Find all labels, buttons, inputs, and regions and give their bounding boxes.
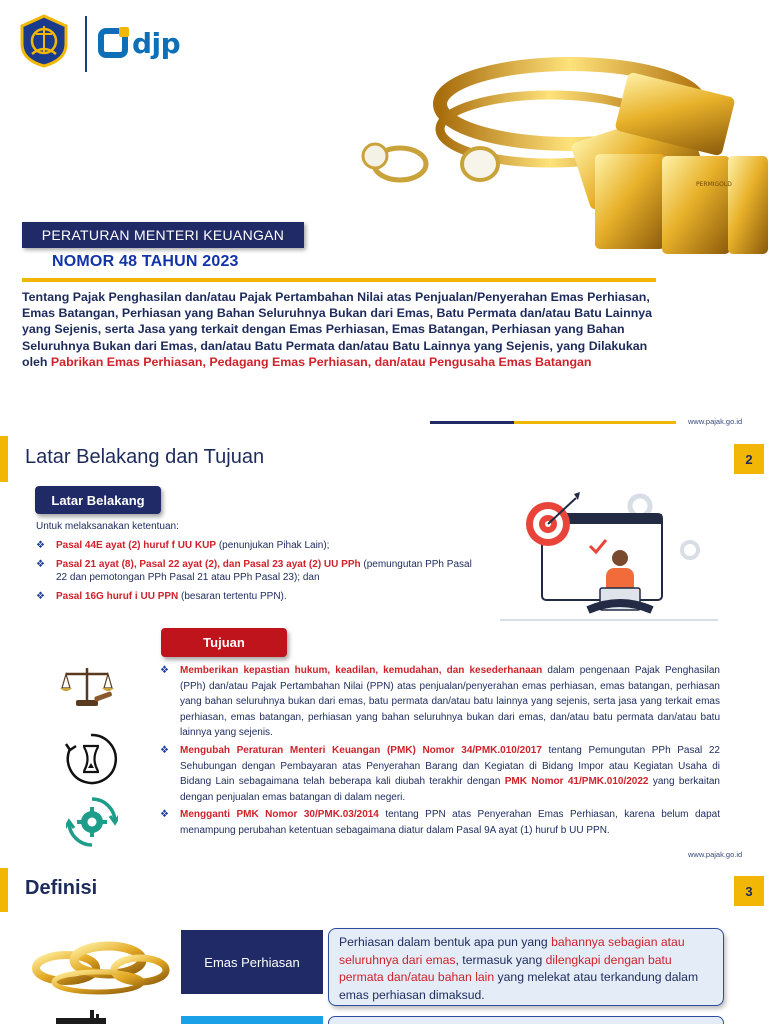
goal-highlight: Memberikan kepastian hukum, keadilan, kemudahan, dan kesederhanaan [180,665,543,676]
site-url[interactable]: www.pajak.go.id [688,417,743,426]
diamond-bullet-icon: ❖ [36,558,45,570]
partial-icon [56,1008,106,1024]
legal-reference: Pasal 44E ayat (2) huruf f UU KUP [56,540,217,551]
gold-bracelets-image [28,924,170,998]
list-item [160,807,720,838]
legal-reference: Pasal 16G huruf i UU PPN [56,590,179,602]
diamond-bullet-icon: ❖ [160,744,169,756]
section-title: Definisi [25,877,98,899]
item-text: dalam pengenaan Pajak Penghasilan (PPh) dan/atau Pajak Pertambahan Nilai (PPN) atas penjualan/penyerahan emas perhiasan, emas batangan, perhiasan yang bahan seluruhnya bukan dari emas, batu permata dan/atau batu lainnya yang sejenis, serta jasa yang terkait emas perhiasan, emas batangan, perhiasan yang bahan seluruhnya bukan dari emas, dan/atau batu permata dan/atau batu lainnya yang sejenis. [180,665,720,739]
item-text: (penunjukan Pihak Lain); [216,540,330,551]
target-goal-illustration-icon [500,484,718,624]
legal-reference: Pasal 21 ayat (8), Pasal 22 ayat (2), dan Pasal 23 ayat (2) UU PPh [56,558,361,570]
section-accent-bar [0,436,8,482]
list-item [160,663,720,741]
definition-highlight: bahannya sebagian atau seluruhnya dari emas [339,935,685,967]
section-accent-bar [0,868,8,912]
item-text: tentang Pemungutan PPh Pasal 22 Sehubungan dengan Pembayaran atas Penyerahan Barang dan Kegiatan di Bidang Impor atau Kegiatan Usaha di Bidang Lain sebagaimana telah beberapa kali diubah terakhir dengan [180,744,720,788]
regulation-number: NOMOR 48 TAHUN 2023 [52,253,239,270]
site-url[interactable]: www.pajak.go.id [688,850,743,859]
diamond-bullet-icon: ❖ [36,590,45,602]
list-item [36,539,476,553]
definition-box [328,928,724,1006]
list-item [36,590,476,604]
gear-refresh-icon [66,796,118,848]
page-number-badge: 3 [734,876,764,906]
scales-of-justice-icon [58,664,116,710]
regulation-title: PERATURAN MENTERI KEUANGAN [22,222,304,248]
djp-logo [98,24,180,62]
hourglass-cycle-icon [64,732,118,786]
goal-label: Tujuan [161,628,287,657]
page-number-badge: 2 [734,444,764,474]
goal-highlight: PMK Nomor 41/PMK.010/2022 [504,776,649,788]
item-text: (pemungutan PPh Pasal 22 dan pemotongan PPh Pasal 21 atau PPh Pasal 23); dan [56,558,472,583]
definition-term: Emas Perhiasan [181,930,323,994]
section-title: Latar Belakang dan Tujuan [25,446,265,468]
list-item [160,743,720,805]
regulation-about [22,289,662,370]
definition-text: yang melekat atau terkandung dalam emas perhiasan dimaksud. [339,970,699,1002]
goal-highlight: Mengubah Peraturan Menteri Keuangan (PMK) Nomor 34/PMK.010/2017 [180,744,542,756]
diamond-bullet-icon: ❖ [160,665,169,676]
gold-jewelry-image [340,44,768,256]
diamond-bullet-icon: ❖ [160,809,169,821]
item-text: tentang PPN atas Penyerahan Emas Perhiasan, karena belum dapat menampung perubahan ketentuan sebagaimana diatur dalam Pasal 9A ayat (1) huruf b UU PPN. [180,809,720,836]
background-list [36,539,476,608]
header-divider [85,16,87,72]
definition-highlight: dilengkapi dengan batu permata dan/atau bahan lain [339,952,672,984]
divider-navy [430,421,514,424]
kemenkeu-emblem-icon [18,14,70,68]
item-text: (besaran tertentu PPN). [178,590,287,602]
gold-underline [22,278,656,282]
definition-text: Perhiasan dalam bentuk apa pun yang [339,935,552,949]
diamond-bullet-icon: ❖ [36,540,45,551]
djp-logo-text: djp [132,26,181,60]
about-plain: Tentang Pajak Penghasilan dan/atau Pajak Pertambahan Nilai atas Penjualan/Penyerahan Emas Perhiasan, Emas Batangan, Perhiasan yang Bahan Seluruhnya Bukan dari Emas, Batu Permata dan/atau Batu Lainnya yang Sejenis, serta Jasa yang terkait dengan Emas Perhiasan, Emas Batangan, Perhiasan yang Bahan Seluruhnya Bukan dari Emas, dan/atau Batu Permata dan/atau Batu Lainnya yang Sejenis, yang Dilakukan oleh [22,290,653,369]
background-label: Latar Belakang [35,486,161,514]
next-definition-term [181,1016,323,1024]
item-text: yang berkaitan dengan penjualan emas batangan di dalam negeri. [180,776,720,803]
list-item [36,558,476,585]
divider-gold [514,421,676,424]
about-highlight: Pabrikan Emas Perhiasan, Pedagang Emas Perhiasan, dan/atau Pengusaha Emas Batangan [50,354,592,369]
svg-text:PERMIGOLD: PERMIGOLD [696,181,732,188]
goal-highlight: Mengganti PMK Nomor 30/PMK.03/2014 [180,809,379,821]
background-intro: Untuk melaksanakan ketentuan: [36,521,179,532]
next-definition-box [328,1016,724,1024]
definition-text: , termasuk yang [455,952,546,967]
djp-mark-icon [98,28,128,58]
goal-list [160,663,720,841]
